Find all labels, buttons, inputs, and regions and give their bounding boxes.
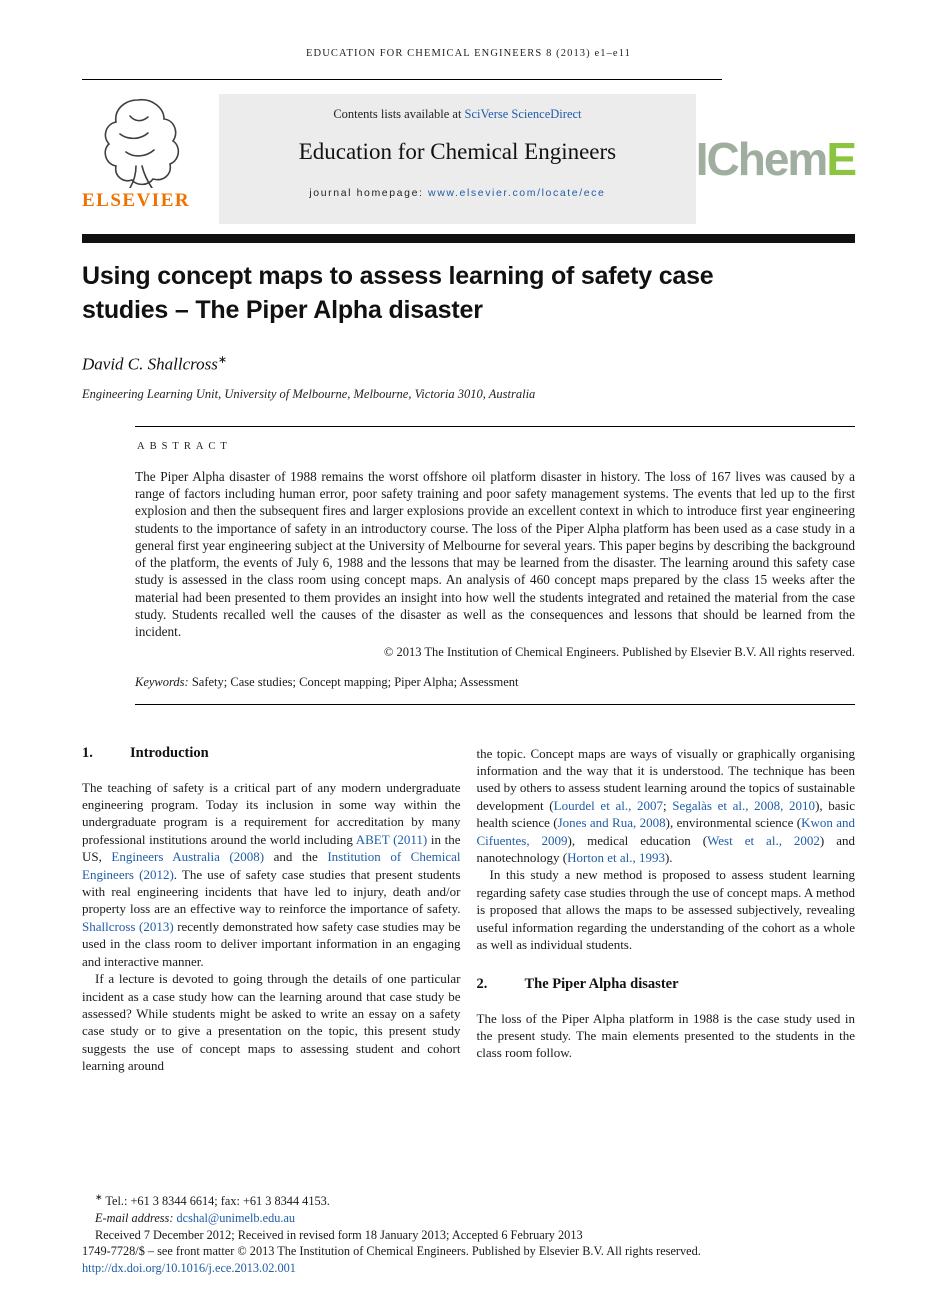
section-number: 2. [476, 975, 488, 992]
sciverse-sciencedirect-link[interactable]: SciVerse ScienceDirect [464, 107, 582, 121]
citation-horton-1993[interactable]: Horton et al., 1993 [567, 850, 665, 866]
citation-abet-2011[interactable]: ABET (2011) [355, 831, 428, 847]
article-title: Using concept maps to assess learning of safety case studies – The Piper Alpha disaster [82, 262, 714, 324]
citation-engineers-australia-2008[interactable]: Engineers Australia (2008) [111, 849, 265, 865]
icheme-wordmark: IChemE [695, 133, 855, 185]
citation-icheme-2012[interactable]: Institution of Chemical Engineers (2012) [82, 849, 461, 882]
text-run: recently demonstrated how safety case studies may be used in the class room to deliver important information in an engaging and interactive manner. [82, 918, 461, 969]
footnotes-block [82, 1189, 855, 1277]
abstract-bottom-rule [135, 704, 855, 705]
left-column [82, 745, 461, 1075]
citation-segalas-2008-2010[interactable]: Segalàs et al., 2008, 2010 [672, 797, 816, 813]
citation-west-2002[interactable]: West et al., 2002 [707, 832, 820, 848]
doi-link[interactable]: http://dx.doi.org/10.1016/j.ece.2013.02.001 [82, 1261, 296, 1276]
text-run: ) and nanotechnology ( [476, 832, 855, 866]
abstract-block [135, 426, 855, 705]
text-run: ), basic health science ( [476, 797, 855, 831]
citation-lourdel-2007[interactable]: Lourdel et al., 2007 [553, 797, 663, 813]
citation-jones-rua-2008[interactable]: Jones and Rua, 2008 [557, 815, 666, 831]
text-run: . The use of safety case studies that present students with real engineering incidents that have led to injury, death and/or property loss are an effective way to reinforce the importance of safety. [82, 866, 461, 917]
footnote-mark: ∗ [95, 1191, 103, 1202]
footnote-issn: 1749-7728/$ – see front matter © 2013 The Institution of Chemical Engineers. Published by Elsevier B.V. All rights reserved. [82, 1244, 701, 1259]
paragraph: If a lecture is devoted to going through the details of one particular incident as a case study how can the learning around that case study be assessed? While students might be asked to write an essay on a safety case study or to give a presentation on the topic, this present study suggests the use of concept maps to assessing student and cohort learning around [82, 971, 461, 1074]
text-run: the topic. Concept maps are ways of visually or graphically organising information and the way that it is understood. The technique has been used by others to assess student learning around the topics of sustainable development ( [476, 745, 855, 813]
text-run: ). [664, 850, 673, 866]
journal-banner [219, 94, 696, 224]
footnote-doi [82, 1260, 855, 1277]
copyright-line: © 2013 The Institution of Chemical Engineers. Published by Elsevier B.V. All rights reserved. [383, 644, 855, 659]
running-head: EDUCATION FOR CHEMICAL ENGINEERS 8 (2013) e1–e11 [306, 48, 631, 59]
footnote-received: Received 7 December 2012; Received in revised form 18 January 2013; Accepted 6 February 2013 [95, 1227, 583, 1242]
right-column [477, 745, 856, 1075]
abstract-heading: ABSTRACT [137, 440, 232, 452]
masthead-banner [82, 94, 855, 224]
email-label: E-mail address: [95, 1210, 177, 1225]
footnote-email [82, 1210, 855, 1227]
section-heading-piper-alpha [477, 976, 856, 993]
author-name: David C. Shallcross [82, 354, 218, 374]
author-affiliation: Engineering Learning Unit, University of Melbourne, Melbourne, Victoria 3010, Australia [82, 386, 536, 401]
text-run: ), medical education ( [567, 832, 708, 848]
text-run: ; [662, 797, 673, 813]
citation-shallcross-2013[interactable]: Shallcross (2013) [82, 918, 174, 934]
journal-title: Education for Chemical Engineers [298, 139, 617, 164]
footnote-tel-text: Tel.: +61 3 8344 6614; fax: +61 3 8344 4153. [105, 1194, 330, 1209]
abstract-text: The Piper Alpha disaster of 1988 remains the worst offshore oil platform disaster in history. The loss of 167 lives was caused by a range of factors including human error, poor safety training and poor safety management systems. The events that led up to the first explosion and then the subsequent fires and larger explosions provide an excellent context in which to introduce first year engineering students to the importance of safety in an introductory course. The loss of the Piper Alpha platform has been used as a case study in a general first year engineering subject at the University of Melbourne for several years. This paper begins by describing the background of the platform, the events of July 6, 1988 and the lessons that may be learned from the disaster. The learning around this safety case study is assessed in the class room using concept maps. An analysis of 460 concept maps prepared by the class 15 weeks after the material had been presented to them provides an insight into how well the students integrated and retained the material from the case study. Students recalled well the causes of the disaster as well as the consequences and lessons that should be learned from the incident. [135, 468, 855, 640]
section-title: Introduction [130, 744, 209, 761]
keywords-line [135, 675, 855, 690]
paragraph [477, 745, 856, 867]
author-line [82, 353, 855, 375]
journal-homepage-link[interactable]: www.elsevier.com/locate/ece [428, 187, 606, 199]
elsevier-tree-icon [90, 96, 186, 188]
section-heading-introduction [82, 745, 461, 762]
elsevier-logo [82, 94, 219, 224]
text-run: ), environmental science ( [665, 815, 802, 831]
title-divider-bar [82, 234, 855, 243]
abstract-top-rule [135, 426, 855, 427]
elsevier-wordmark: ELSEVIER [82, 190, 191, 211]
homepage-line [219, 187, 696, 199]
section-title: The Piper Alpha disaster [524, 975, 679, 992]
contents-line [219, 94, 696, 122]
paragraph: The loss of the Piper Alpha platform in 1988 is the case study used in the present study. The main elements presented to the students in the class room follow. [476, 1010, 855, 1061]
keywords-list: Safety; Case studies; Concept mapping; Piper Alpha; Assessment [191, 674, 519, 689]
email-link[interactable]: dcshal@unimelb.edu.au [176, 1210, 296, 1225]
footnote-tel [82, 1189, 855, 1210]
paragraph [82, 779, 461, 970]
section-number: 1. [82, 744, 93, 761]
text-run: and the [264, 849, 328, 865]
keywords-label: Keywords: [135, 674, 189, 689]
text-run: The teaching of safety is a critical part of any modern undergraduate engineering program. Today its inclusion in some way within the undergraduate program is a requirement for accreditation by many professional institutions around the world including [82, 779, 461, 847]
header-rule [82, 79, 722, 80]
paragraph: In this study a new method is proposed to assess student learning regarding safety case studies through the use of concept maps. A method is proposed that allows the maps to be assessed subjectively, revealing useful information regarding the understanding of the cohort as a whole as well as individual students. [476, 867, 855, 953]
citation-kwon-cifuentes-2009[interactable]: Kwon and Cifuentes, 2009 [476, 815, 856, 848]
icheme-logo [696, 94, 855, 224]
article-body [82, 745, 855, 1075]
text-run: in the US, [82, 831, 461, 865]
contents-prefix: Contents lists available at [333, 107, 465, 121]
corresponding-author-mark: ∗ [217, 354, 228, 366]
homepage-prefix: journal homepage: [309, 187, 429, 199]
